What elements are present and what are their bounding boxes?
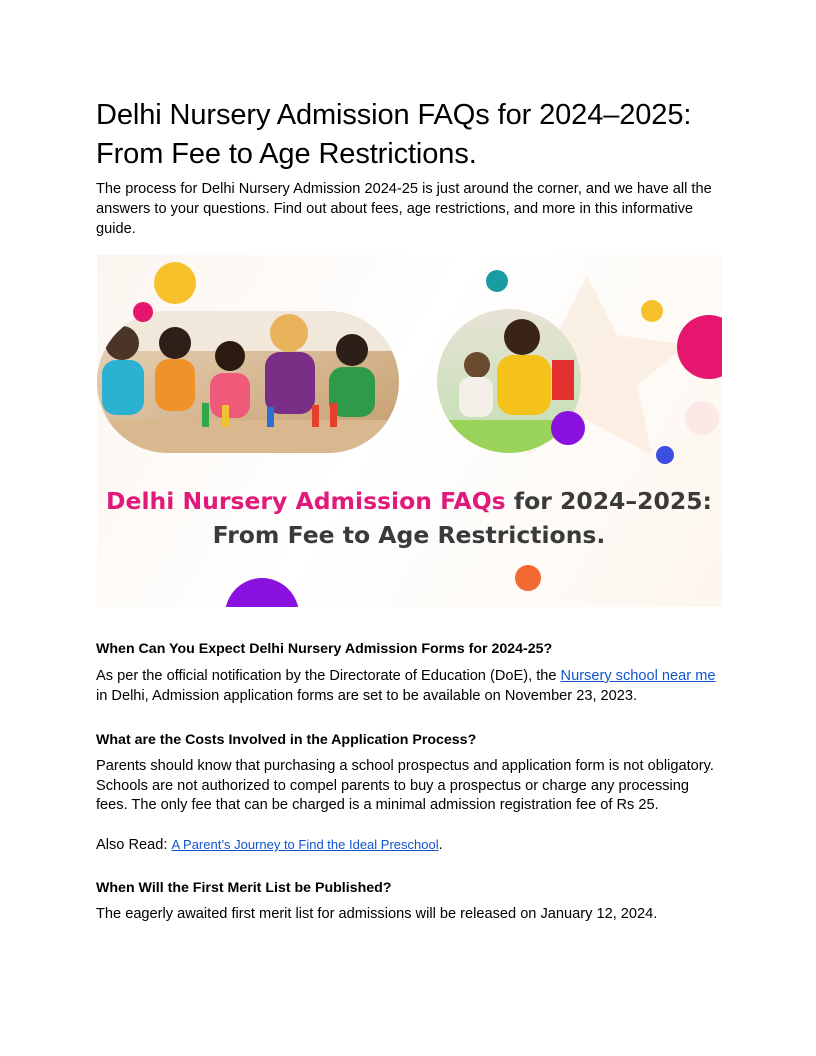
forms-text-before: As per the official notification by the Directorate of Education (DoE), the (96, 668, 561, 684)
banner-heading-highlight: Delhi Nursery Admission FAQs (106, 487, 506, 515)
decorative-circle-blue (656, 446, 674, 464)
banner-subheading: From Fee to Age Restrictions. (212, 521, 606, 549)
section-heading-merit-list: When Will the First Merit List be Published? (96, 880, 392, 896)
section-heading-costs: What are the Costs Involved in the Application Process? (96, 732, 477, 748)
hero-banner-image (97, 255, 722, 607)
page-title (96, 96, 722, 174)
section-heading-forms: When Can You Expect Delhi Nursery Admission Forms for 2024-25? (96, 641, 553, 657)
nursery-school-link[interactable]: Nursery school near me (560, 668, 716, 684)
also-read-end: . (438, 837, 443, 853)
banner-illustration (97, 255, 722, 607)
decorative-circle-teal (486, 270, 508, 292)
decorative-circle-purple-small (551, 411, 585, 445)
banner-heading-rest: for 2024–2025: (505, 487, 712, 515)
also-read-label: Also Read: (96, 837, 172, 853)
intro-paragraph: The process for Delhi Nursery Admission 2024-25 is just around the corner, and we have all the answers to your questions. Find out about fees, age restrictions, and more in this informative guide. (96, 181, 712, 237)
decorative-circle-magenta-large (677, 315, 722, 379)
decorative-circle-magenta-small (133, 302, 153, 322)
decorative-circle-orange (515, 565, 541, 591)
article-header (96, 96, 722, 239)
page-title-line-1: Delhi Nursery Admission FAQs for 2024–2025: (96, 99, 692, 131)
classroom-photo-left (97, 311, 399, 453)
page-title-line-2: From Fee to Age Restrictions. (96, 138, 477, 170)
decorative-circle-yellow (154, 262, 196, 304)
decorative-circle-faint (685, 401, 719, 435)
section-paragraph-merit-list: The eagerly awaited first merit list for admissions will be released on January 12, 2024. (96, 906, 658, 922)
section-paragraph-costs: Parents should know that purchasing a school prospectus and application form is not obligatory. Schools are not authorized to compel parents to buy a prospectus or charge any processing fees. The only fee that can be charged is a minimal admission registration fee of Rs 25. (96, 758, 714, 813)
decorative-circle-purple-large (225, 578, 299, 607)
banner-heading (106, 487, 712, 515)
section-paragraph-forms (96, 667, 722, 706)
decorative-circle-yellow-small (641, 300, 663, 322)
also-read-line (96, 835, 722, 856)
forms-text-after: in Delhi, Admission application forms are set to be available on November 23, 2023. (96, 687, 638, 704)
also-read-link[interactable]: A Parent’s Journey to Find the Ideal Preschool (171, 837, 439, 852)
